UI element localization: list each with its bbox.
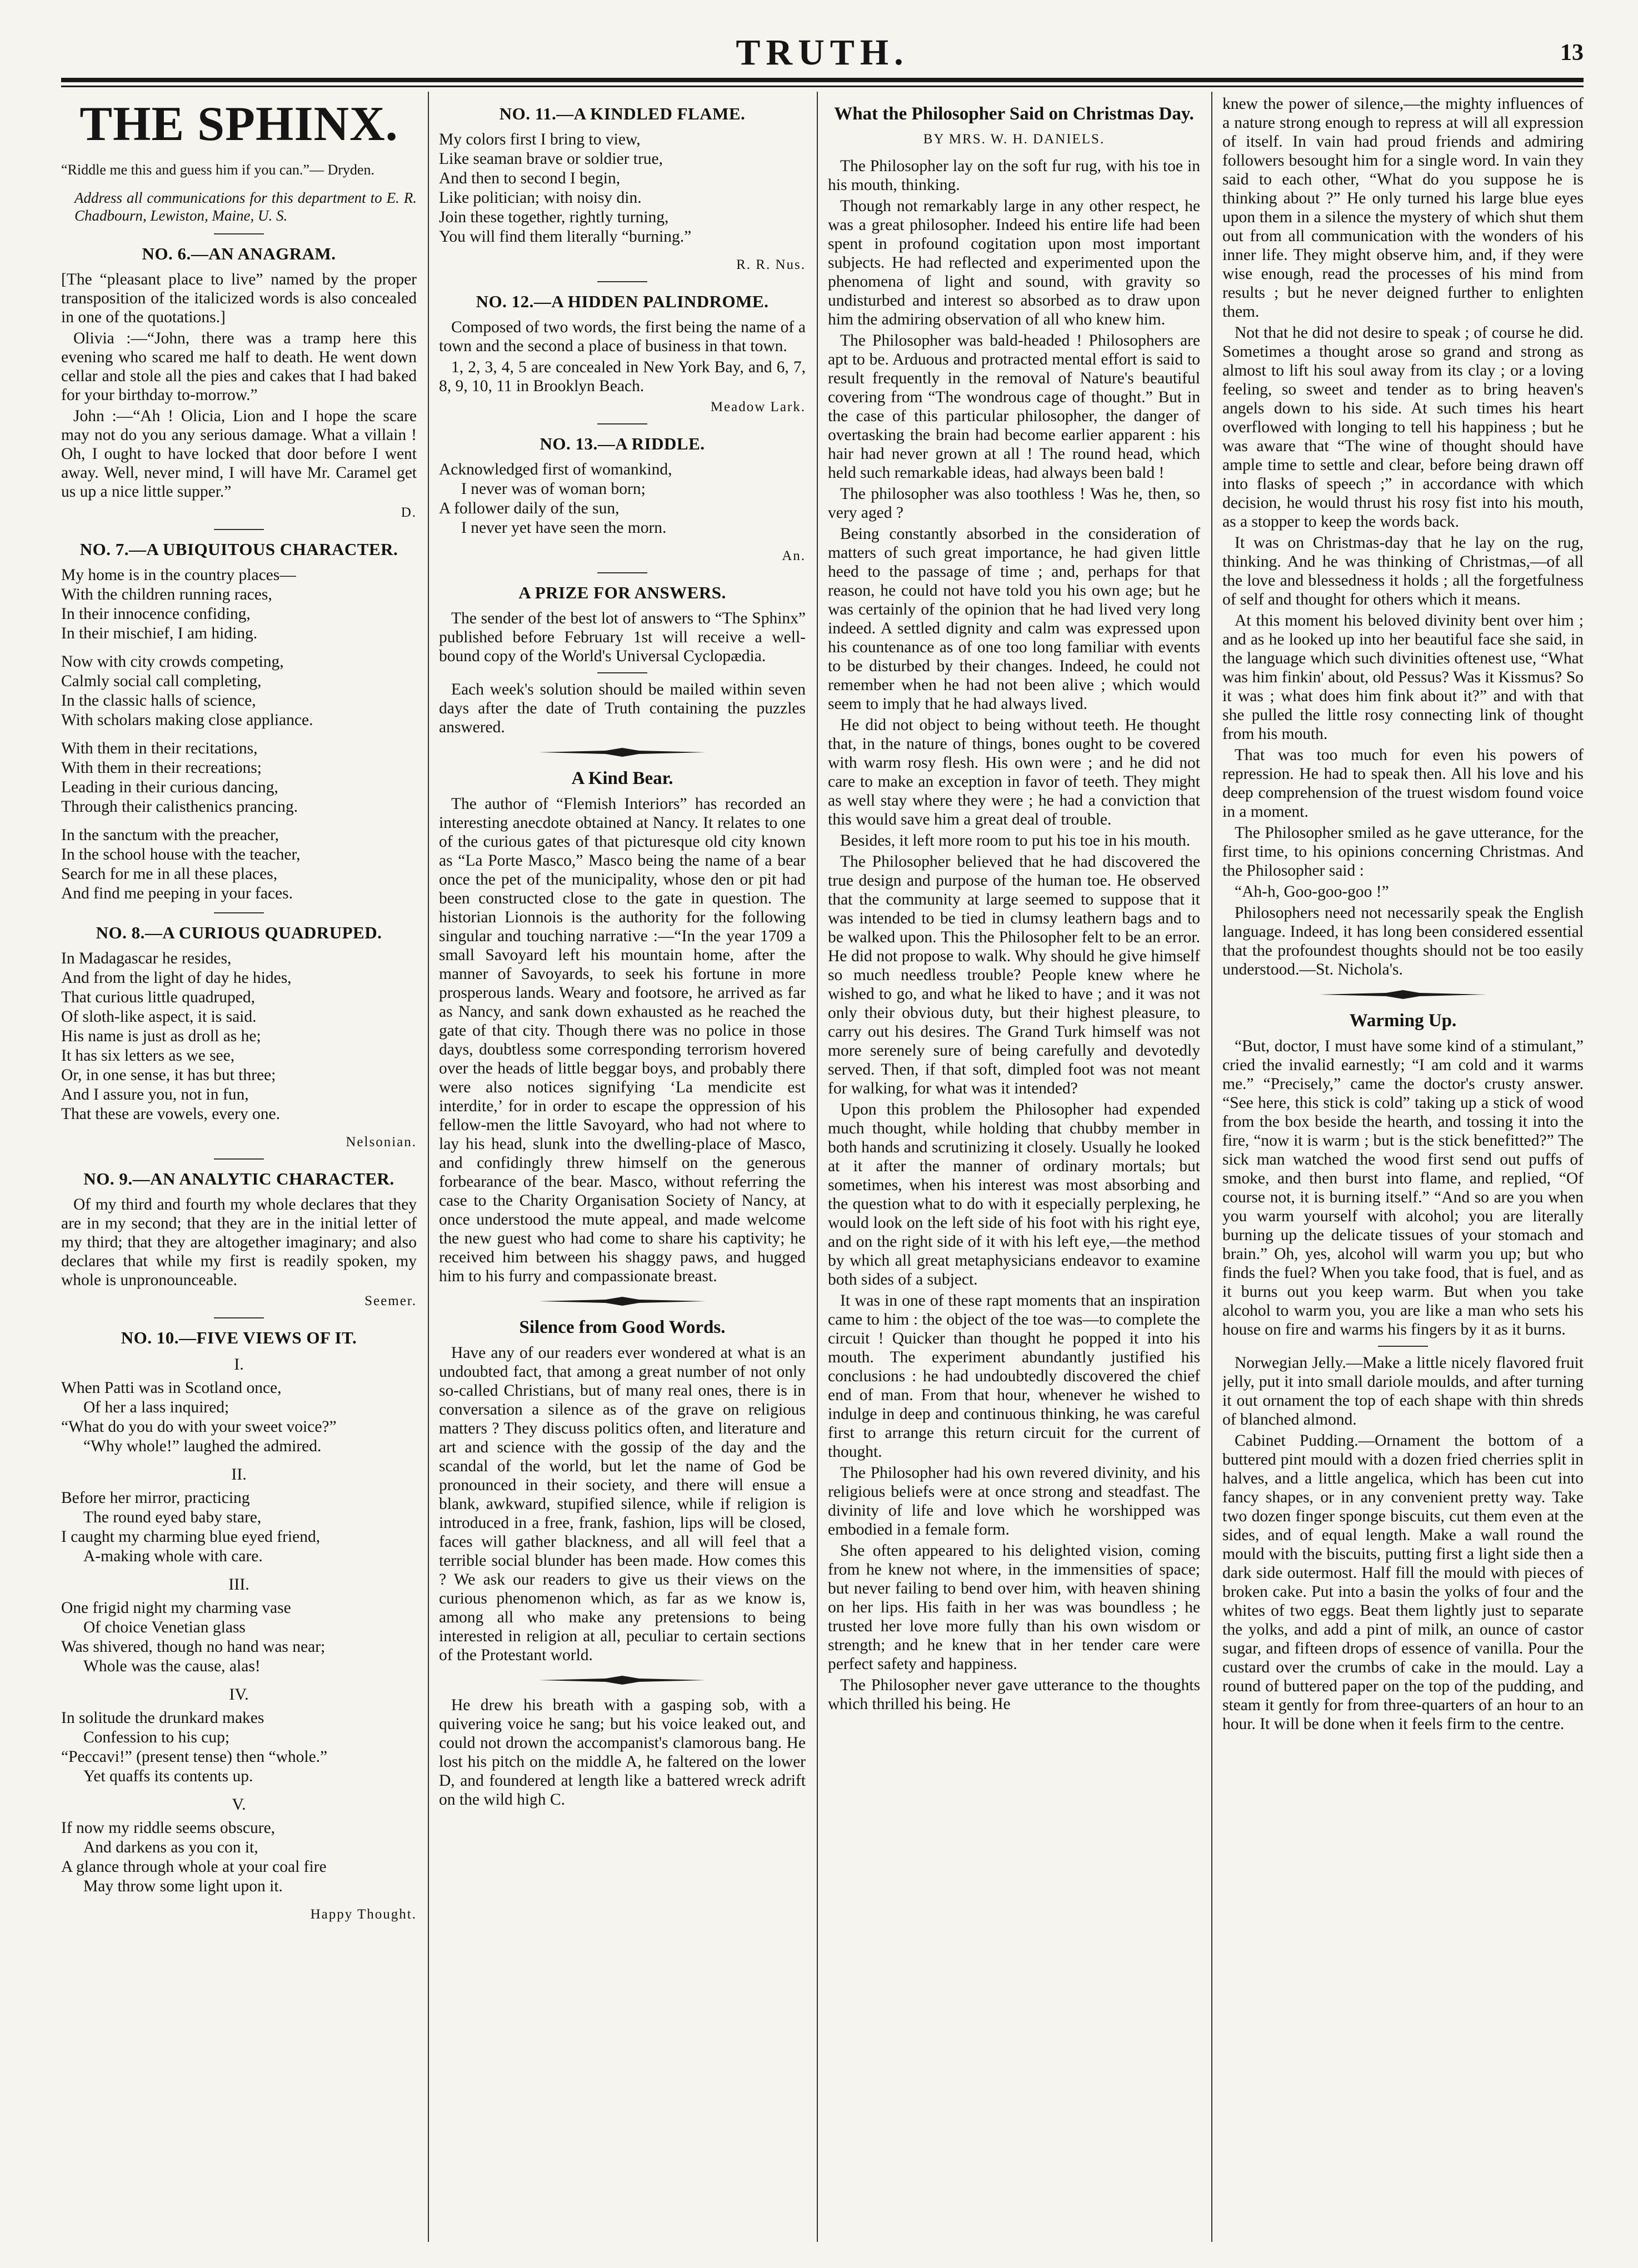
kind-bear-heading: A Kind Bear. — [571, 768, 673, 788]
silence-heading: Silence from Good Words. — [519, 1317, 726, 1337]
verse-line: One frigid night my charming vase — [61, 1599, 291, 1617]
verse-line: That curious little quadruped, — [61, 988, 255, 1006]
puzzle-6-olivia: Olivia :—“John, there was a tramp here this evening who scared me half to death. He went down cellar and stole all the pies and cakes that I had baked for your birthday to-morrow.” — [61, 329, 417, 404]
verse-line: And find me peeping in your faces. — [61, 885, 293, 902]
philosopher-byline: BY MRS. W. H. DANIELS. — [923, 132, 1105, 147]
puzzle-13-verse — [439, 460, 806, 538]
philosopher-paragraph: Upon this problem the Philosopher had expended much thought, while holding that chubby member in both hands and scrutinizing it closely. Usually he looked at it after the manner of ordinary mortals; but sometimes, when his interest was most absorbing and the question what to do with it especially perplexing, he would look on the left side of his foot with his right eye, and on the right side of it with his left eye,—the method by which all great metaphysicians endeavor to examine both sides of a subject. — [828, 1101, 1200, 1288]
verse-line: That these are vowels, every one. — [61, 1105, 280, 1123]
verse-line: My home is in the country places— — [61, 566, 296, 584]
puzzle-12-heading: NO. 12.—A HIDDEN PALINDROME. — [476, 292, 769, 311]
verse-line: I never yet have seen the morn. — [461, 519, 667, 537]
recipe-paragraph: Cabinet Pudding.—Ornament the bottom of a buttered pint mould with a dozen fried cherries split in halves, and a little angelica, which has been cut into fancy shapes, or in any convenient pretty way. Take two dozen finger sponge biscuits, cut them even at the sides, and of equal length. Make a wall round the mould with the biscuits, putting first a light side then a dark side outermost. Half fill the mould with pieces of broken cake. Put into a basin the yolks of four and the whites of two eggs. Beat them lightly just to separate the yolks, and add a pint of milk, an ounce of castor sugar, and fifteen drops of essence of vanilla. Pour the custard over the crumbs of cake in the mould. Lay a round of buttered paper on the top of the pudding, and steam it gently for from three-quarters of an hour to an hour. It will be done when it feels firm to the centre. — [1222, 1432, 1584, 1733]
puzzle-6-heading: NO. 6.—AN ANAGRAM. — [142, 244, 336, 263]
verse-line: Through their calisthenics prancing. — [61, 798, 298, 816]
puzzle-8-heading: NO. 8.—A CURIOUS QUADRUPED. — [96, 923, 382, 942]
philosopher-heading: What the Philosopher Said on Christmas Day. — [834, 104, 1194, 124]
divider — [214, 1158, 264, 1160]
puzzle-6-intro: [The “pleasant place to live” named by the proper transposition of the italicized words is also concealed in one of the quotations.] — [61, 271, 417, 326]
philosopher-paragraph: He did not object to being without teeth. He thought that, in the nature of things, bones ought to be covered with warm rosy flesh. His own were ; and he did not care to make an exception in favor of teeth. They might as well stay where they were ; he had a conviction that this would save him a great deal of trouble. — [828, 716, 1200, 828]
verse-line: Calmly social call completing, — [61, 672, 262, 690]
verse-line: Join these together, rightly turning, — [439, 208, 669, 226]
puzzle-11-signature: R. R. Nus. — [736, 257, 806, 272]
divider — [214, 912, 264, 913]
warming-up-text: “But, doctor, I must have some kind of a stimulant,” cried the invalid earnestly; “I am cold and it warms me.” “Precisely,” came the doctor's crusty answer. “See here, this stick is cold” taking up a stick of wood from the box beside the hearth, and tossing it into the fire, “now it is warm ; but is the stick benefitted?” The sick man watched the wood first send out puffs of smoke, and then burst into flame, and replied, “Of course not, it is burning itself.” “And so are you when you warm yourself with alcohol; you are literally burning up the delicate tissues of your stomach and brain.” Oh, yes, alcohol will warm you up; but who finds the fuel? When you take food, that is fuel, and as it burns out you keep warm. But when you take alcohol to warm you, you are like a man who sets his house on fire and warms his fingers by it as it burns. — [1222, 1037, 1584, 1338]
philosopher-paragraph: The Philosopher had his own revered divinity, and his religious beliefs were at once strong and steadfast. The divinity of life and love which he worshipped was embodied in a female form. — [828, 1464, 1200, 1538]
verse-line: In solitude the drunkard makes — [61, 1709, 264, 1727]
verse-line: Or, in one sense, it has but three; — [61, 1066, 276, 1084]
ornament-rule — [539, 1675, 706, 1686]
column-3 — [828, 94, 1200, 2239]
puzzle-9-signature: Seemer. — [364, 1293, 417, 1308]
view-numeral: I. — [234, 1355, 244, 1373]
verse-line: Of sloth-like aspect, it is said. — [61, 1008, 257, 1026]
view-verse — [61, 1488, 417, 1566]
puzzle-13-signature: An. — [782, 548, 806, 563]
puzzle-9-heading: NO. 9.—AN ANALYTIC CHARACTER. — [83, 1169, 394, 1188]
verse-line: Search for me in all these places, — [61, 865, 278, 883]
column-1 — [61, 94, 417, 2239]
philosopher-paragraph: That was too much for even his powers of repression. He had to speak then. All his love and his deep comprehension of the truest wisdom found voice in a moment. — [1222, 746, 1584, 821]
ornament-rule — [539, 1296, 706, 1307]
verse-line: In their innocence confiding, — [61, 605, 251, 623]
verse-line: Before her mirror, practicing — [61, 1489, 250, 1507]
divider — [597, 423, 647, 424]
sphinx-address: Address all communications for this department to E. R. Chadbourn, Lewiston, Maine, U. S. — [74, 189, 417, 224]
singer-text: He drew his breath with a gasping sob, with a quivering voice he sang; but his voice leaked out, and could not drown the accompanist's clamorous bang. He lost his pitch on the middle A, he faltered on the lower D, and foundered at length like a battered wreck adrift on the wild high C. — [439, 1696, 806, 1809]
verse-line: A glance through whole at your coal fire — [61, 1858, 327, 1876]
verse-line: Whole was the cause, alas! — [83, 1657, 261, 1675]
verse-line: And from the light of day he hides, — [61, 969, 292, 987]
verse-line: I never was of woman born; — [461, 480, 646, 498]
puzzle-8-signature: Nelsonian. — [346, 1135, 417, 1150]
verse-line: In the classic halls of science, — [61, 692, 256, 710]
view-numeral: III. — [228, 1575, 249, 1593]
verse-line: “What do you do with your sweet voice?” — [61, 1418, 337, 1436]
prize-text: The sender of the best lot of answers to “The Sphinx” published before February 1st will receive a well-bound copy of the World's Universal Cyclopædia. — [439, 610, 806, 665]
verse-line: Of her a lass inquired; — [83, 1398, 229, 1416]
verse-line: Like politician; with noisy din. — [439, 189, 642, 207]
philosopher-paragraph: The Philosopher never gave utterance to the thoughts which thrilled his being. He — [828, 1676, 1200, 1713]
masthead-rule-thick — [61, 78, 1584, 82]
verse-line: With them in their recitations, — [61, 740, 258, 757]
divider — [597, 572, 647, 573]
verse-line: His name is just as droll as he; — [61, 1027, 261, 1045]
verse-line: And darkens as you con it, — [83, 1839, 258, 1856]
puzzle-6-john: John :—“Ah ! Olicia, Lion and I hope the scare may not do you any serious damage. What a villain ! Oh, I ought to have locked that door before I went away. Well, never mind, I will have Mr. Caramel get us up a nice little supper.” — [61, 407, 417, 501]
verse-line: “Why whole!” laughed the admired. — [83, 1437, 322, 1455]
warming-up-heading: Warming Up. — [1349, 1011, 1457, 1031]
column-rule — [1211, 92, 1212, 2242]
puzzle-12-text: Composed of two words, the first being the name of a town and the second a place of business in that town. — [439, 318, 806, 355]
puzzle-8-verse — [61, 949, 417, 1124]
newspaper-title: TRUTH. — [736, 32, 909, 73]
philosopher-paragraph: She often appeared to his delighted vision, coming from he knew not where, in the immensities of space; but never failing to bend over him, with heaven shining on her lips. His faith in her was was boundless ; he trusted her love more fully than his own wisdom or strength; and he knew that in her tender care were perfect safety and happiness. — [828, 1542, 1200, 1673]
view-verse — [61, 1378, 417, 1456]
puzzle-7-stanza — [61, 652, 417, 730]
verse-line: A follower daily of the sun, — [439, 499, 620, 517]
philosopher-paragraph: Being constantly absorbed in the consideration of matters of such great importance, he had given little heed to the passage of time ; and, perhaps for that reason, he could not have told you his own age; but he was certainly of the opinion that he had lived very long indeed. A settled dignity and calm was expressed upon his countenance as of one too long familiar with events to be disturbed by their changes. Indeed, he could not remember when he had not been alive ; which would seem to imply that he had always lived. — [828, 525, 1200, 713]
puzzle-6-signature: D. — [401, 505, 417, 520]
verse-line: And I assure you, not in fun, — [61, 1086, 249, 1103]
divider — [214, 1317, 264, 1318]
puzzle-7-heading: NO. 7.—A UBIQUITOUS CHARACTER. — [79, 539, 398, 559]
view-verse — [61, 1709, 417, 1786]
column-4 — [1222, 94, 1584, 2239]
view-verse — [61, 1598, 417, 1676]
view-numeral: IV. — [229, 1685, 249, 1704]
philosopher-paragraph: Not that he did not desire to speak ; of course he did. Sometimes a thought arose so grand and strong as almost to lift his soul away from its clay ; or a loving feeling, so sweet and tender as to bring heaven's angels down to his side. At such times his heart overflowed with longing to tell his happiness ; but he was aware that “The wine of thought should have ample time to settle and clear, before being drawn off into flasks of speech ;” in accordance with which decision, he would thrust his rosy fist into his mouth, as a stopper to keep the words back. — [1222, 324, 1584, 531]
masthead-rule-thin — [61, 86, 1584, 87]
verse-line: In their mischief, I am hiding. — [61, 625, 258, 642]
verse-line: Acknowledged first of womankind, — [439, 461, 672, 478]
puzzle-7-stanza — [61, 739, 417, 817]
divider — [214, 233, 264, 234]
kind-bear-text: The author of “Flemish Interiors” has recorded an interesting anecdote obtained at Nancy. It relates to one of the curious gates of that picturesque old city known as “La Porte Masco,” Masco being the name of a bear once the pet of the municipality, whose den or pit had been constructed close to the gate in question. The historian Lionnois is the authority for the following singular and touching narrative :—“In the year 1709 a small Savoyard left his mountain home, after the manner of Savoyards, to seek his fortune in more prosperous lands. Weary and footsore, he arrived as far as Nancy, and sank down exhausted as he reached the gate of that city. Though there was no police in those days, doubtless some corresponding terrorism hovered over the heads of little beggar boys, and probably there were also notices signifying ‘La mendicite est interdite,’ for in order to escape the oppression of his fellow-men the little Savoyard, who had not where to lay his head, slunk into the dwelling-place of Masco, and confidingly threw himself on the generous forbearance of the bear. Masco, without referring the case to the Charity Organisation Society of Nancy, at once understood the mute appeal, and made welcome the new guest who had come to share his captivity; he received him between his shaggy paws, and hugged him to his furry and compassionate breast. — [439, 795, 806, 1285]
verse-line: If now my riddle seems obscure, — [61, 1819, 276, 1837]
philosopher-paragraph: Besides, it left more room to put his toe in his mouth. — [840, 832, 1191, 850]
column-2 — [439, 94, 806, 2239]
prize-heading: A PRIZE FOR ANSWERS. — [518, 583, 726, 602]
verse-line: Like seaman brave or soldier true, — [439, 150, 663, 168]
puzzle-9-text: Of my third and fourth my whole declares that they are in my second; that they are in the initial letter of my third; that they are altogether imaginary; and also declares that while my first is readily spoken, my whole is unpronounceable. — [61, 1196, 417, 1289]
view-verse — [61, 1819, 417, 1896]
philosopher-paragraph: The Philosopher believed that he had discovered the true design and purpose of the human toe. He observed that the community at large seemed to suppose that it was intended to be tied in clumsy leathern bags and to be walked upon. This the Philosopher felt to be an error. He did not propose to walk. Why should he give himself so much needless trouble? People knew where he wished to go, and what he liked to have ; and it was not only their obvious duty, but their highest pleasure, to carry out his desires. The Grand Turk himself was not more serenely sure of being carefully and devotedly served. Then, if that soft, dimpled foot was not meant for walking, for what was it intended? — [828, 853, 1200, 1097]
philosopher-paragraph: Though not remarkably large in any other respect, he was a great philosopher. Indeed his entire life had been spent in profound cogitation upon most important subjects. He had reflected and experimented upon the phenomena of light and sound, with gravity so undisturbed and interest so absorbed as to draw upon him the admiring observation of all who knew him. — [828, 197, 1200, 328]
verse-line: Yet quaffs its contents up. — [83, 1767, 253, 1785]
puzzle-13-heading: NO. 13.—A RIDDLE. — [540, 434, 705, 453]
silence-text: Have any of our readers ever wondered at what is an undoubted fact, that among a great number of not only so-called Christians, but of many real ones, there is in conversation a silence as of the grave on religious matters ? They discuss politics often, and literature and art and science with the gossip of the day and the scandal of the world, but let the name of God be pronounced in their society, and there will ensue a blank, awkward, stupified silence, while if religion is introduced in a free, frank, fashion, lips will be closed, faces will gather blackness, and all will feel that a terrible social blunder has been made. How comes this ? We ask our readers to give us their views on the curious phenomenon which, as far as we know is, among all who make any pretensions to being interested in religion at all, peculiar to certain sections of the Protestant world. — [439, 1344, 806, 1664]
verse-line: My colors first I bring to view, — [439, 131, 641, 148]
verse-line: “Peccavi!” (present tense) then “whole.” — [61, 1748, 328, 1766]
philosopher-paragraph: The Philosopher was bald-headed ! Philosophers are apt to be. Arduous and protracted mental effort is said to result frequently in the removal of Nature's beautiful covering from “The wondrous cage of thought.” But in the case of this particular philosopher, the danger of overtasking the brain had become earlier apparent : his hair had never grown at all ! The round head, which held such remarkable ideas, had always been bald ! — [828, 332, 1200, 482]
puzzle-10-heading: NO. 10.—FIVE VIEWS OF IT. — [121, 1328, 357, 1347]
puzzle-10-signature: Happy Thought. — [310, 1907, 417, 1922]
puzzle-12-text: 1, 2, 3, 4, 5 are concealed in New York Bay, and 6, 7, 8, 9, 10, 11 in Brooklyn Beach. — [439, 358, 806, 395]
sphinx-motto: “Riddle me this and guess him if you can.”— Dryden. — [61, 162, 374, 178]
puzzle-7-stanza — [61, 566, 417, 643]
verse-line: I caught my charming blue eyed friend, — [61, 1528, 321, 1546]
recipe-paragraph: Norwegian Jelly.—Make a little nicely flavored fruit jelly, put it into small dariole moulds, and after turning it out ornament the top of each shape with thin shreds of blanched almond. — [1222, 1354, 1584, 1428]
view-numeral: V. — [232, 1795, 246, 1814]
puzzle-12-signature: Meadow Lark. — [710, 399, 806, 414]
verse-line: In the school house with the teacher, — [61, 846, 301, 863]
verse-line: Of choice Venetian glass — [83, 1618, 246, 1636]
divider — [214, 529, 264, 530]
verse-line: It has six letters as we see, — [61, 1047, 235, 1065]
divider — [597, 281, 647, 282]
puzzle-11-verse — [439, 130, 806, 247]
philosopher-paragraph: “Ah-h, Goo-goo-goo !” — [1235, 883, 1389, 901]
puzzle-7-stanza — [61, 826, 417, 903]
page-number: 13 — [1560, 40, 1584, 66]
philosopher-paragraph: The Philosopher smiled as he gave utterance, for the first time, to his opinions concerning Christmas. And the Philosopher said : — [1222, 824, 1584, 880]
prize-text: Each week's solution should be mailed within seven days after the date of Truth containing the puzzles answered. — [439, 681, 806, 736]
view-numeral: II. — [231, 1465, 247, 1483]
philosopher-paragraph: It was in one of these rapt moments that an inspiration came to him : the object of the toe was—to complete the circuit ! Quicker than thought he popped it into his mouth. The experiment abundantly justified his conclusions : he had undoubtedly discovered the chief end of man. From that hour, whenever he wished to indulge in deep and continuous thinking, he was careful first to arrange this return circuit for the current of thought. — [828, 1292, 1200, 1461]
verse-line: Leading in their curious dancing, — [61, 778, 278, 796]
verse-line: Was shivered, though no hand was near; — [61, 1638, 326, 1656]
verse-line: And then to second I begin, — [439, 169, 621, 187]
ornament-rule — [539, 747, 706, 758]
verse-line: A-making whole with care. — [83, 1547, 263, 1565]
verse-line: You will find them literally “burning.” — [439, 228, 692, 246]
column-rule — [428, 92, 429, 2242]
verse-line: Confession to his cup; — [83, 1729, 230, 1746]
philosopher-paragraph: The philosopher was also toothless ! Was he, then, so very aged ? — [828, 485, 1200, 522]
puzzle-11-heading: NO. 11.—A KINDLED FLAME. — [499, 104, 746, 123]
sphinx-title: THE SPHINX. — [79, 97, 398, 151]
verse-line: May throw some light upon it. — [83, 1877, 283, 1895]
verse-line: When Patti was in Scotland once, — [61, 1379, 282, 1397]
verse-line: With scholars making close appliance. — [61, 711, 313, 729]
verse-line: The round eyed baby stare, — [83, 1508, 262, 1526]
masthead — [61, 31, 1584, 75]
verse-line: In the sanctum with the preacher, — [61, 826, 279, 844]
philosopher-paragraph: Philosophers need not necessarily speak the English language. Indeed, it has long been considered essential that the profoundest thoughts should not be too easily understood.—St. Nichola's. — [1222, 904, 1584, 978]
verse-line: With them in their recreations; — [61, 759, 262, 777]
philosopher-paragraph: It was on Christmas-day that he lay on the rug, thinking. And he was thinking of Christmas,—of all the love and blessedness it holds ; all the forgetfulness of self and thought for others which it means. — [1222, 534, 1584, 608]
philosopher-paragraph: At this moment his beloved divinity bent over him ; and as he looked up into her beautiful face she said, in the language which such divinities oftenest use, “What was him finkin' about, old Pessus? Was it Kissmus? So it was ; what does him fink about it?” and with that she pulled the little rosy connecting link of thought from his mouth. — [1222, 612, 1584, 743]
verse-line: In Madagascar he resides, — [61, 950, 232, 967]
ornament-rule — [1320, 989, 1486, 1000]
divider — [597, 672, 647, 673]
divider — [1378, 1346, 1428, 1347]
philosopher-paragraph: knew the power of silence,—the mighty influences of a nature strong enough to repress at will all expression of itself. In vain had proud friends and admiring followers besought him for a single word. In vain they said to each other, “What do you suppose he is thinking about ?” He only turned his large blue eyes upon them in a silence the mystery of which shut them out from all communication with the wonders of his inner life. They might observe him, and, if they were wise enough, read the processes of his mind from results ; but he never deigned further to enlighten them. — [1222, 95, 1584, 321]
philosopher-paragraph: The Philosopher lay on the soft fur rug, with his toe in his mouth, thinking. — [828, 157, 1200, 194]
column-rule — [817, 92, 818, 2242]
verse-line: Now with city crowds competing, — [61, 653, 284, 671]
verse-line: With the children running races, — [61, 586, 272, 603]
